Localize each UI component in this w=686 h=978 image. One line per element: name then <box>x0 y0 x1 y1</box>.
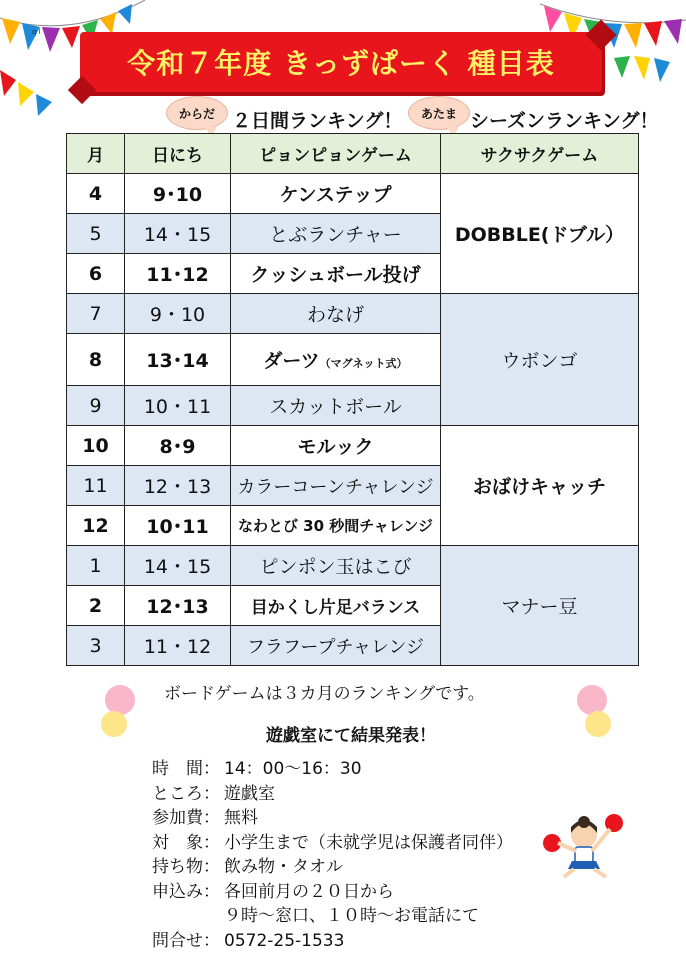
info-label <box>152 904 224 929</box>
month-cell: 4 <box>67 174 125 214</box>
date-cell: 14・15 <box>125 546 231 586</box>
bubble-label: からだ <box>178 106 215 121</box>
info-label: 時 間： <box>152 759 220 779</box>
info-row <box>152 806 513 831</box>
game-cell: フラフープチャレンジ <box>231 626 441 666</box>
info-value: 0572-25-1533 <box>224 930 345 951</box>
info-row <box>152 757 513 782</box>
month-cell: 11 <box>67 466 125 506</box>
info-value: 飲み物・タオル <box>224 857 343 877</box>
game-cell: なわとび 30 秒間チャレンジ <box>231 506 441 546</box>
game-cell: モルック <box>231 426 441 466</box>
event-info <box>152 757 513 953</box>
game-cell: スカットボール <box>231 386 441 426</box>
month-cell: 8 <box>67 334 125 386</box>
header-saku: サクサクゲーム <box>441 134 639 174</box>
info-row <box>152 904 513 929</box>
subtitle-head-ranking: シーズンランキング！ <box>470 110 659 132</box>
month-cell: 7 <box>67 294 125 334</box>
bunting-left-lower <box>0 60 60 120</box>
info-value: 小学生まで（未就学児は保護者同伴） <box>224 832 513 853</box>
game-note: （マグネット式） <box>319 357 408 370</box>
table-row <box>67 546 639 586</box>
game-cell: クッシュボール投げ <box>231 254 441 294</box>
info-value: ９時〜窓口、１０時〜お電話にて <box>224 906 479 926</box>
date-cell: 14・15 <box>125 214 231 254</box>
date-cell: 8･9 <box>125 426 231 466</box>
flower-icon <box>572 684 614 744</box>
month-cell: 9 <box>67 386 125 426</box>
bubble-label: あたま <box>420 106 457 121</box>
info-value: 遊戯室 <box>224 783 275 804</box>
info-row <box>152 880 513 905</box>
game-cell: とぶランチャー <box>231 214 441 254</box>
month-cell: 12 <box>67 506 125 546</box>
date-cell: 10・11 <box>125 386 231 426</box>
game-cell: カラーコーンチャレンジ <box>231 466 441 506</box>
header-pyon: ピョンピョンゲーム <box>231 134 441 174</box>
banner-fold-icon <box>68 76 96 104</box>
game-cell: わなげ <box>231 294 441 334</box>
bunting-right-lower <box>610 54 686 114</box>
cheerleader-girl-icon <box>540 813 630 887</box>
info-label: 申込み： <box>152 881 220 902</box>
corner-mark: q l <box>32 28 41 36</box>
header-date: 日にち <box>125 134 231 174</box>
info-label: 対 象： <box>152 832 220 853</box>
speech-bubble-head <box>408 96 470 130</box>
date-cell: 9･10 <box>125 174 231 214</box>
date-cell: 11･12 <box>125 254 231 294</box>
info-row <box>152 831 513 856</box>
board-game-note: ボードゲームは３カ月のランキングです。 <box>164 684 485 704</box>
info-value: 各回前月の２０日から <box>224 881 394 902</box>
month-cell: 1 <box>67 546 125 586</box>
game-cell: ケンステップ <box>231 174 441 214</box>
info-label: 参加費： <box>152 808 220 828</box>
date-cell: 9・10 <box>125 294 231 334</box>
schedule-table <box>66 133 639 666</box>
table-row <box>67 294 639 334</box>
season-game-cell: ウボンゴ <box>441 294 639 426</box>
date-cell: 12･13 <box>125 586 231 626</box>
page-title: 令和７年度 きっずぱーく 種目表 <box>127 47 555 80</box>
season-game-cell: おばけキャッチ <box>441 426 639 546</box>
info-row <box>152 929 513 954</box>
info-value: 無料 <box>224 808 258 828</box>
info-row <box>152 782 513 807</box>
month-cell: 5 <box>67 214 125 254</box>
info-label: 持ち物： <box>152 857 220 877</box>
season-game-cell: マナー豆 <box>441 546 639 666</box>
table-row <box>67 174 639 214</box>
info-row <box>152 855 513 880</box>
month-cell: 6 <box>67 254 125 294</box>
info-label: ところ： <box>152 783 220 804</box>
subtitle-body-ranking: ２日間ランキング！ <box>232 110 403 132</box>
info-value: 14：00〜16：30 <box>224 759 362 779</box>
game-cell <box>231 334 441 386</box>
game-name: ダーツ <box>263 350 320 372</box>
table-row <box>67 426 639 466</box>
date-cell: 11・12 <box>125 626 231 666</box>
month-cell: 3 <box>67 626 125 666</box>
date-cell: 10･11 <box>125 506 231 546</box>
flower-icon <box>98 684 140 744</box>
game-cell: 目かくし片足バランス <box>231 586 441 626</box>
game-cell: ピンポン玉はこび <box>231 546 441 586</box>
title-banner <box>80 32 602 92</box>
info-label: 問合せ： <box>152 930 220 951</box>
month-cell: 2 <box>67 586 125 626</box>
speech-bubble-body <box>166 96 228 130</box>
month-cell: 10 <box>67 426 125 466</box>
result-note: 遊戯室にて結果発表！ <box>266 726 436 746</box>
table-header-row <box>67 134 639 174</box>
header-month: 月 <box>67 134 125 174</box>
season-game-cell: DOBBLE(ドブル） <box>441 174 639 294</box>
date-cell: 12・13 <box>125 466 231 506</box>
date-cell: 13･14 <box>125 334 231 386</box>
